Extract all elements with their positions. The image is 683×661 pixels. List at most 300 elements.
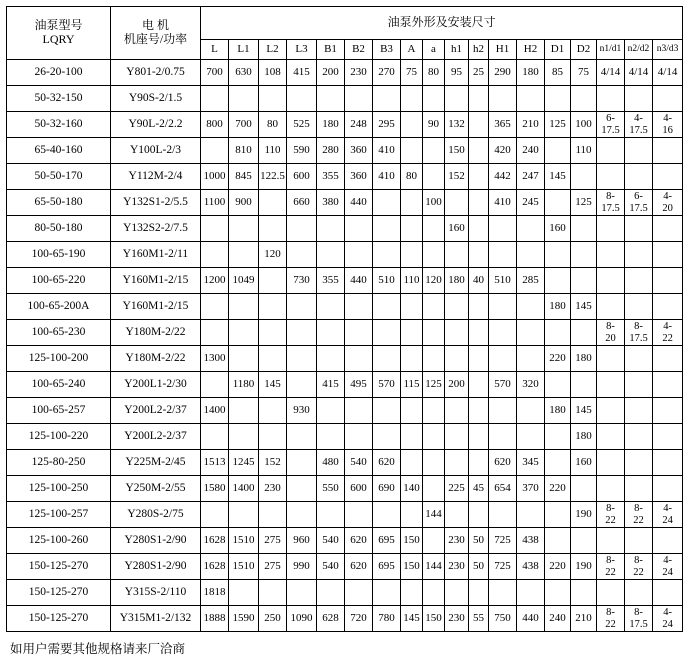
- cell-dimension: 190: [571, 502, 597, 528]
- cell-dimension: 695: [373, 528, 401, 554]
- cell-dimension: [423, 294, 445, 320]
- cell-dimension: [571, 528, 597, 554]
- cell-dimension: 200: [445, 372, 469, 398]
- cell-dimension: [401, 86, 423, 112]
- cell-dimension: [517, 320, 545, 346]
- cell-dimension: 930: [287, 398, 317, 424]
- cell-dimension: 1100: [201, 190, 229, 216]
- cell-dimension: 4/14: [653, 60, 683, 86]
- cell-dimension: [423, 580, 445, 606]
- cell-dimension: [259, 424, 287, 450]
- header-sub-D2: D2: [571, 40, 597, 60]
- cell-dimension: 365: [489, 112, 517, 138]
- cell-pump-model: 100-65-257: [7, 398, 111, 424]
- cell-dimension: [517, 580, 545, 606]
- cell-dimension: [373, 86, 401, 112]
- table-row: [7, 606, 683, 632]
- cell-dimension: [469, 242, 489, 268]
- cell-pump-model: 100-65-200A: [7, 294, 111, 320]
- cell-dimension: 4- 24: [653, 502, 683, 528]
- cell-motor-model: Y160M1-2/15: [111, 294, 201, 320]
- cell-dimension: [625, 86, 653, 112]
- cell-dimension: 220: [545, 554, 571, 580]
- cell-dimension: 220: [545, 476, 571, 502]
- cell-dimension: 90: [423, 112, 445, 138]
- cell-dimension: 8- 22: [597, 606, 625, 632]
- cell-dimension: [201, 372, 229, 398]
- header-sub-B1: B1: [317, 40, 345, 60]
- cell-dimension: [625, 216, 653, 242]
- header-sub-a: a: [423, 40, 445, 60]
- cell-dimension: [571, 580, 597, 606]
- cell-dimension: 110: [401, 268, 423, 294]
- cell-dimension: 590: [287, 138, 317, 164]
- cell-dimension: 150: [401, 528, 423, 554]
- cell-dimension: [625, 138, 653, 164]
- cell-dimension: [229, 502, 259, 528]
- cell-dimension: [653, 424, 683, 450]
- cell-dimension: [489, 502, 517, 528]
- table-row: [7, 216, 683, 242]
- cell-dimension: 695: [373, 554, 401, 580]
- cell-dimension: [287, 580, 317, 606]
- cell-dimension: 120: [259, 242, 287, 268]
- cell-dimension: [653, 294, 683, 320]
- cell-dimension: 240: [517, 138, 545, 164]
- cell-dimension: 720: [345, 606, 373, 632]
- cell-dimension: [597, 372, 625, 398]
- cell-dimension: 380: [317, 190, 345, 216]
- cell-dimension: 1818: [201, 580, 229, 606]
- cell-dimension: 230: [259, 476, 287, 502]
- cell-dimension: [597, 268, 625, 294]
- cell-dimension: [597, 476, 625, 502]
- table-row: [7, 164, 683, 190]
- cell-dimension: 110: [571, 138, 597, 164]
- cell-dimension: [287, 450, 317, 476]
- cell-dimension: 540: [345, 450, 373, 476]
- cell-dimension: [423, 320, 445, 346]
- cell-dimension: 152: [445, 164, 469, 190]
- cell-dimension: [201, 294, 229, 320]
- cell-dimension: 355: [317, 164, 345, 190]
- cell-dimension: [317, 424, 345, 450]
- cell-dimension: [345, 294, 373, 320]
- cell-dimension: [445, 398, 469, 424]
- cell-dimension: [423, 346, 445, 372]
- cell-pump-model: 125-80-250: [7, 450, 111, 476]
- cell-dimension: [445, 502, 469, 528]
- cell-dimension: [469, 190, 489, 216]
- cell-dimension: [345, 320, 373, 346]
- cell-dimension: [597, 242, 625, 268]
- cell-dimension: 160: [571, 450, 597, 476]
- header-sub-n1d1: n1/d1: [597, 40, 625, 60]
- cell-dimension: 40: [469, 268, 489, 294]
- table-row: [7, 528, 683, 554]
- cell-dimension: [571, 320, 597, 346]
- cell-dimension: 180: [545, 398, 571, 424]
- cell-dimension: [625, 450, 653, 476]
- cell-dimension: 230: [445, 554, 469, 580]
- cell-dimension: [489, 294, 517, 320]
- cell-dimension: [345, 580, 373, 606]
- cell-dimension: 1049: [229, 268, 259, 294]
- cell-dimension: 415: [287, 60, 317, 86]
- cell-motor-model: Y160M1-2/15: [111, 268, 201, 294]
- cell-dimension: [545, 528, 571, 554]
- cell-dimension: [469, 502, 489, 528]
- table-row: [7, 86, 683, 112]
- cell-dimension: [345, 398, 373, 424]
- cell-dimension: [545, 86, 571, 112]
- header-sub-H2: H2: [517, 40, 545, 60]
- cell-dimension: 8- 20: [597, 320, 625, 346]
- cell-motor-model: Y90S-2/1.5: [111, 86, 201, 112]
- table-row: [7, 294, 683, 320]
- cell-dimension: 125: [423, 372, 445, 398]
- cell-dimension: 725: [489, 528, 517, 554]
- cell-dimension: 95: [445, 60, 469, 86]
- cell-dimension: 125: [545, 112, 571, 138]
- cell-dimension: [259, 320, 287, 346]
- cell-dimension: [625, 398, 653, 424]
- table-row: [7, 190, 683, 216]
- cell-dimension: 145: [571, 294, 597, 320]
- cell-dimension: [545, 138, 571, 164]
- cell-dimension: [653, 580, 683, 606]
- cell-dimension: [469, 86, 489, 112]
- cell-dimension: 730: [287, 268, 317, 294]
- cell-dimension: [653, 138, 683, 164]
- cell-dimension: 550: [317, 476, 345, 502]
- cell-dimension: 654: [489, 476, 517, 502]
- cell-dimension: 630: [229, 60, 259, 86]
- cell-dimension: 145: [259, 372, 287, 398]
- cell-motor-model: Y315M1-2/132: [111, 606, 201, 632]
- cell-dimension: 140: [401, 476, 423, 502]
- cell-dimension: 145: [545, 164, 571, 190]
- header-sub-D1: D1: [545, 40, 571, 60]
- cell-dimension: 150: [445, 138, 469, 164]
- cell-dimension: [201, 320, 229, 346]
- cell-dimension: [287, 320, 317, 346]
- cell-dimension: 8- 22: [597, 502, 625, 528]
- cell-dimension: 1580: [201, 476, 229, 502]
- cell-dimension: [517, 216, 545, 242]
- cell-dimension: [287, 372, 317, 398]
- cell-dimension: [571, 242, 597, 268]
- cell-motor-model: Y280S-2/75: [111, 502, 201, 528]
- header-sub-L2: L2: [259, 40, 287, 60]
- cell-dimension: [625, 268, 653, 294]
- table-row: [7, 372, 683, 398]
- cell-dimension: 8- 22: [597, 554, 625, 580]
- cell-dimension: [625, 580, 653, 606]
- cell-pump-model: 50-50-170: [7, 164, 111, 190]
- cell-dimension: [317, 86, 345, 112]
- cell-dimension: 132: [445, 112, 469, 138]
- cell-dimension: 100: [423, 190, 445, 216]
- cell-dimension: [317, 242, 345, 268]
- cell-dimension: 320: [517, 372, 545, 398]
- cell-dimension: 4- 20: [653, 190, 683, 216]
- header-sub-L1: L1: [229, 40, 259, 60]
- cell-dimension: [229, 424, 259, 450]
- header-sub-h1: h1: [445, 40, 469, 60]
- cell-dimension: [469, 112, 489, 138]
- cell-dimension: 355: [317, 268, 345, 294]
- cell-dimension: [373, 502, 401, 528]
- table-row: [7, 320, 683, 346]
- cell-dimension: 780: [373, 606, 401, 632]
- cell-dimension: [597, 86, 625, 112]
- cell-dimension: [625, 476, 653, 502]
- table-row: [7, 60, 683, 86]
- cell-dimension: [597, 450, 625, 476]
- cell-dimension: [653, 372, 683, 398]
- cell-dimension: 180: [445, 268, 469, 294]
- cell-dimension: [571, 86, 597, 112]
- footer-note: 如用户需要其他规格请来厂洽商: [10, 642, 186, 656]
- cell-dimension: 540: [317, 528, 345, 554]
- cell-pump-model: 100-65-190: [7, 242, 111, 268]
- cell-dimension: [317, 294, 345, 320]
- cell-dimension: [201, 424, 229, 450]
- cell-dimension: 275: [259, 554, 287, 580]
- cell-dimension: 628: [317, 606, 345, 632]
- cell-dimension: [317, 398, 345, 424]
- cell-dimension: [317, 502, 345, 528]
- cell-pump-model: 125-100-250: [7, 476, 111, 502]
- cell-dimension: [345, 424, 373, 450]
- cell-dimension: [229, 398, 259, 424]
- cell-dimension: 810: [229, 138, 259, 164]
- cell-dimension: 122.5: [259, 164, 287, 190]
- cell-dimension: [653, 242, 683, 268]
- cell-dimension: [545, 320, 571, 346]
- header-sub-L: L: [201, 40, 229, 60]
- cell-dimension: [469, 580, 489, 606]
- cell-dimension: 110: [259, 138, 287, 164]
- cell-dimension: 8- 17.5: [625, 320, 653, 346]
- cell-dimension: 25: [469, 60, 489, 86]
- cell-dimension: [469, 424, 489, 450]
- cell-dimension: [469, 138, 489, 164]
- cell-dimension: [201, 138, 229, 164]
- table-row: [7, 502, 683, 528]
- cell-dimension: [345, 242, 373, 268]
- cell-dimension: 420: [489, 138, 517, 164]
- cell-dimension: [401, 424, 423, 450]
- cell-dimension: [545, 580, 571, 606]
- cell-dimension: [489, 398, 517, 424]
- cell-dimension: 150: [401, 554, 423, 580]
- cell-dimension: [201, 216, 229, 242]
- cell-dimension: [401, 216, 423, 242]
- cell-dimension: [201, 502, 229, 528]
- cell-pump-model: 150-125-270: [7, 606, 111, 632]
- cell-dimension: [571, 268, 597, 294]
- cell-dimension: [345, 86, 373, 112]
- cell-dimension: 144: [423, 554, 445, 580]
- table-row: [7, 476, 683, 502]
- cell-dimension: 620: [373, 450, 401, 476]
- cell-dimension: 270: [373, 60, 401, 86]
- cell-dimension: 200: [317, 60, 345, 86]
- cell-dimension: 1510: [229, 554, 259, 580]
- cell-dimension: 247: [517, 164, 545, 190]
- pump-spec-table: [6, 6, 683, 632]
- cell-dimension: 4/14: [625, 60, 653, 86]
- header-sub-h2: h2: [469, 40, 489, 60]
- cell-dimension: [373, 398, 401, 424]
- cell-pump-model: 125-100-200: [7, 346, 111, 372]
- cell-dimension: [489, 580, 517, 606]
- cell-dimension: 1300: [201, 346, 229, 372]
- cell-dimension: 80: [259, 112, 287, 138]
- header-sub-B3: B3: [373, 40, 401, 60]
- header-dimensions-group: 油泵外形及安装尺寸: [201, 7, 683, 40]
- cell-dimension: [373, 580, 401, 606]
- cell-pump-model: 150-125-270: [7, 554, 111, 580]
- cell-dimension: [259, 502, 287, 528]
- cell-pump-model: 26-20-100: [7, 60, 111, 86]
- cell-dimension: [469, 346, 489, 372]
- cell-dimension: [201, 242, 229, 268]
- cell-dimension: [445, 450, 469, 476]
- cell-dimension: 145: [401, 606, 423, 632]
- header-sub-A: A: [401, 40, 423, 60]
- cell-dimension: 220: [545, 346, 571, 372]
- cell-dimension: [653, 86, 683, 112]
- cell-dimension: [469, 164, 489, 190]
- cell-dimension: 570: [373, 372, 401, 398]
- cell-dimension: [423, 86, 445, 112]
- cell-dimension: 50: [469, 554, 489, 580]
- header-model-line1: 油泵型号: [34, 18, 83, 33]
- cell-dimension: [287, 346, 317, 372]
- cell-dimension: 700: [229, 112, 259, 138]
- cell-dimension: [373, 216, 401, 242]
- cell-dimension: [469, 398, 489, 424]
- cell-dimension: 100: [571, 112, 597, 138]
- cell-dimension: [545, 450, 571, 476]
- cell-dimension: 6- 17.5: [597, 112, 625, 138]
- cell-dimension: 290: [489, 60, 517, 86]
- cell-motor-model: Y200L2-2/37: [111, 398, 201, 424]
- cell-dimension: [401, 320, 423, 346]
- cell-dimension: 180: [571, 346, 597, 372]
- header-sub-H1: H1: [489, 40, 517, 60]
- table-row: [7, 424, 683, 450]
- cell-dimension: 180: [517, 60, 545, 86]
- cell-dimension: 725: [489, 554, 517, 580]
- cell-motor-model: Y200L2-2/37: [111, 424, 201, 450]
- cell-motor-model: Y180M-2/22: [111, 320, 201, 346]
- cell-dimension: 210: [517, 112, 545, 138]
- table-row: [7, 242, 683, 268]
- cell-dimension: [229, 580, 259, 606]
- cell-dimension: 4- 16: [653, 112, 683, 138]
- cell-dimension: [287, 424, 317, 450]
- cell-dimension: [423, 164, 445, 190]
- cell-dimension: 190: [571, 554, 597, 580]
- cell-dimension: [597, 424, 625, 450]
- cell-dimension: [287, 476, 317, 502]
- cell-dimension: [401, 450, 423, 476]
- cell-motor-model: Y90L-2/2.2: [111, 112, 201, 138]
- cell-dimension: 160: [545, 216, 571, 242]
- cell-dimension: 245: [517, 190, 545, 216]
- cell-dimension: 1245: [229, 450, 259, 476]
- cell-dimension: [445, 424, 469, 450]
- cell-dimension: [259, 294, 287, 320]
- table-row: [7, 450, 683, 476]
- cell-dimension: 360: [345, 164, 373, 190]
- cell-dimension: 700: [201, 60, 229, 86]
- cell-dimension: [401, 294, 423, 320]
- cell-pump-model: 80-50-180: [7, 216, 111, 242]
- cell-dimension: [401, 138, 423, 164]
- cell-dimension: [469, 216, 489, 242]
- cell-dimension: [229, 242, 259, 268]
- cell-dimension: [545, 372, 571, 398]
- cell-dimension: [625, 528, 653, 554]
- cell-dimension: [469, 294, 489, 320]
- cell-dimension: 180: [571, 424, 597, 450]
- cell-dimension: 440: [345, 190, 373, 216]
- cell-pump-model: 125-100-260: [7, 528, 111, 554]
- cell-dimension: 750: [489, 606, 517, 632]
- cell-dimension: [259, 346, 287, 372]
- cell-dimension: [489, 424, 517, 450]
- cell-motor-model: Y100L-2/3: [111, 138, 201, 164]
- cell-pump-model: 65-50-180: [7, 190, 111, 216]
- cell-dimension: [517, 346, 545, 372]
- cell-motor-model: Y160M1-2/11: [111, 242, 201, 268]
- cell-motor-model: Y180M-2/22: [111, 346, 201, 372]
- cell-dimension: [545, 424, 571, 450]
- cell-dimension: 1400: [229, 476, 259, 502]
- cell-dimension: 80: [423, 60, 445, 86]
- cell-dimension: [545, 502, 571, 528]
- cell-dimension: 280: [317, 138, 345, 164]
- cell-dimension: [571, 164, 597, 190]
- cell-dimension: [517, 502, 545, 528]
- cell-dimension: [287, 216, 317, 242]
- cell-dimension: 900: [229, 190, 259, 216]
- cell-dimension: [287, 242, 317, 268]
- cell-motor-model: Y112M-2/4: [111, 164, 201, 190]
- cell-dimension: [597, 346, 625, 372]
- cell-dimension: [597, 164, 625, 190]
- cell-dimension: 150: [423, 606, 445, 632]
- cell-dimension: 275: [259, 528, 287, 554]
- header-model-line2: LQRY: [42, 32, 75, 46]
- cell-dimension: 285: [517, 268, 545, 294]
- cell-pump-model: 125-100-220: [7, 424, 111, 450]
- cell-dimension: 230: [445, 528, 469, 554]
- cell-dimension: 55: [469, 606, 489, 632]
- cell-dimension: 410: [489, 190, 517, 216]
- cell-dimension: 180: [545, 294, 571, 320]
- cell-dimension: [423, 424, 445, 450]
- cell-dimension: 1628: [201, 554, 229, 580]
- cell-dimension: 495: [345, 372, 373, 398]
- cell-dimension: [423, 242, 445, 268]
- cell-dimension: [489, 320, 517, 346]
